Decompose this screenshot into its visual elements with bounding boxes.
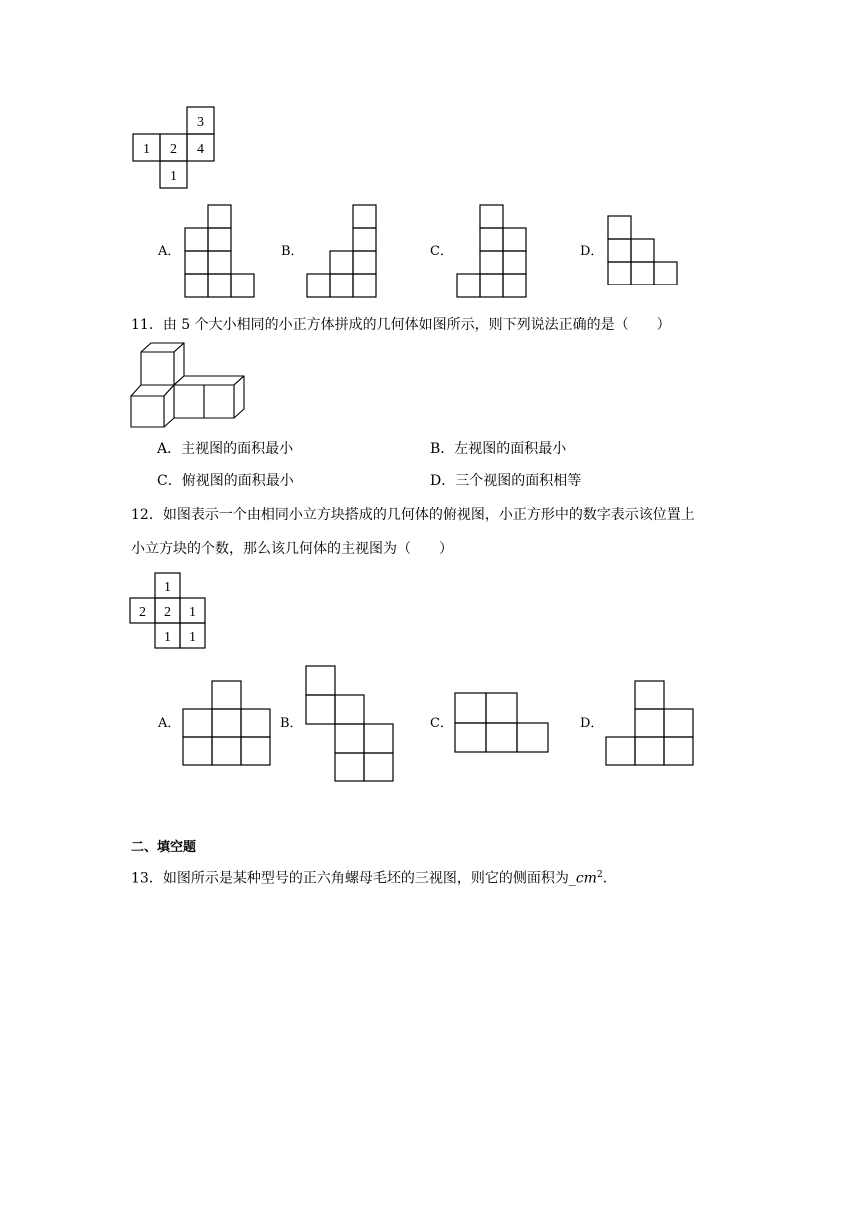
- q10-option-d-label: D．: [580, 244, 604, 259]
- grid-label: 1: [189, 630, 196, 645]
- grid-label: 1: [164, 580, 171, 595]
- q12-option-d-figure: [605, 680, 697, 768]
- q13-stem-end: ．: [602, 870, 617, 887]
- q12-top-view-grid: [129, 572, 209, 650]
- q10-option-c-figure: [456, 204, 528, 298]
- q12-option-c-figure: [454, 692, 550, 754]
- q11-stem: 11．由 5 个大小相同的小正方体拼成的几何体如图所示，则下列说法正确的是（ ）: [131, 317, 671, 333]
- q11-option-a: A．主视图的面积最小: [157, 441, 294, 457]
- q12-option-a-figure: [182, 680, 272, 768]
- q12-option-b-figure: [305, 665, 397, 783]
- q10-option-b-figure: [306, 204, 378, 298]
- q10-option-b-label: B．: [281, 244, 304, 259]
- net-label: 1: [170, 169, 177, 184]
- net-label: 4: [197, 142, 204, 157]
- q12-option-d-label: D．: [580, 716, 604, 731]
- grid-label: 2: [164, 605, 171, 620]
- q12-option-c-label: C．: [430, 716, 453, 731]
- q13-answer-blank: _: [568, 870, 576, 887]
- q12-option-a-label: A．: [158, 716, 181, 731]
- q11-option-c: C．俯视图的面积最小: [157, 473, 294, 489]
- q10-option-a-label: A．: [158, 244, 181, 259]
- q12-stem-line1: 12．如图表示一个由相同小立方块搭成的几何体的俯视图，小正方形中的数字表示该位置上: [131, 507, 695, 523]
- section-title: 二、填空题: [131, 840, 197, 855]
- q11-option-b: B．左视图的面积最小: [430, 441, 567, 457]
- q11-solid-figure: [128, 340, 250, 430]
- q12-stem-line2: 小立方块的个数，那么该几何体的主视图为（ ）: [131, 541, 453, 557]
- net-label: 1: [143, 142, 150, 157]
- grid-label: 1: [164, 630, 171, 645]
- q10-option-d-figure: [607, 215, 679, 285]
- grid-label: 2: [139, 605, 146, 620]
- q13-unit-power: 2: [596, 870, 603, 880]
- net-label: 2: [170, 142, 177, 157]
- q12-option-b-label: B．: [280, 716, 303, 731]
- grid-label: 1: [189, 605, 196, 620]
- q10-option-a-figure: [184, 204, 256, 298]
- net-label: 3: [197, 115, 204, 130]
- q11-option-d: D．三个视图的面积相等: [430, 473, 582, 489]
- q10-net-figure: [130, 105, 220, 190]
- q13-stem: [131, 865, 617, 889]
- q10-option-c-label: C．: [430, 244, 453, 259]
- q13-unit: cm: [575, 870, 597, 887]
- q13-stem-text: 13．如图所示是某种型号的正六角螺母毛坯的三视图，则它的侧面积为: [131, 870, 569, 887]
